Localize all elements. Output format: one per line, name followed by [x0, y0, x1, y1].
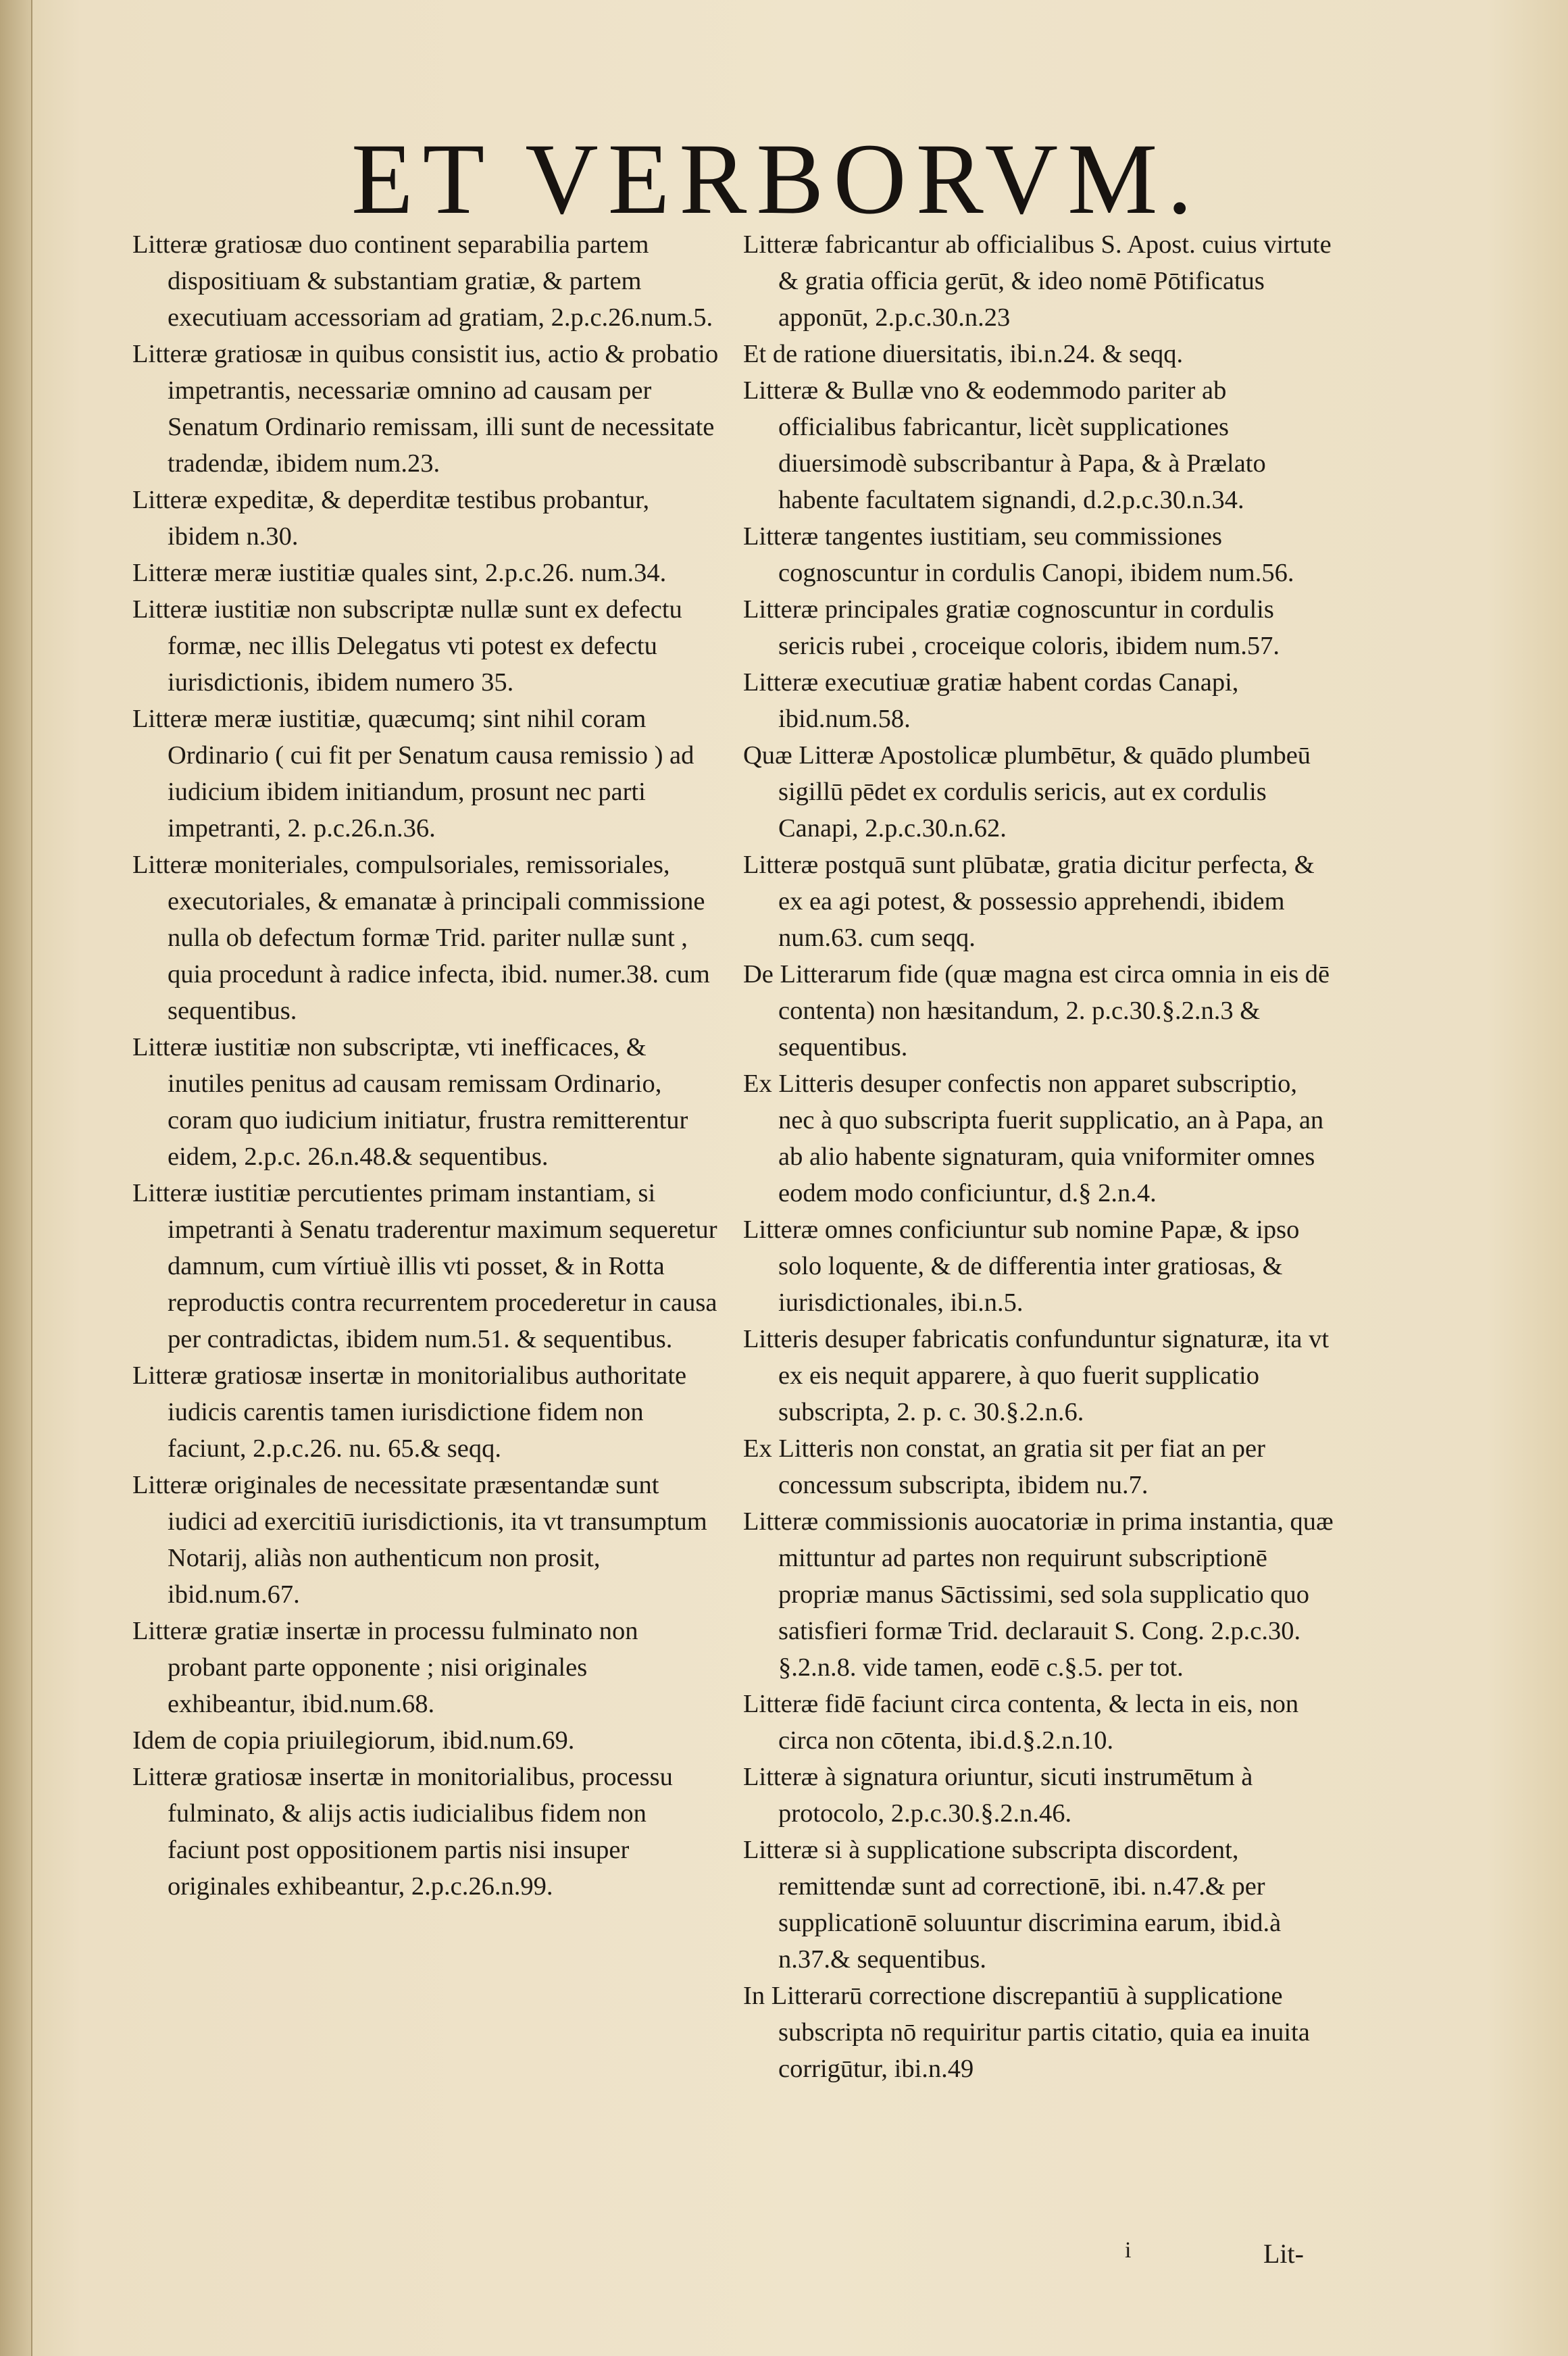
index-entry: Litteræ postquā sunt plūbatæ, gratia dicitur perfecta, & ex ea agi potest, & possessio apprehendi, ibidem num.63. cum seqq.	[743, 851, 1315, 952]
index-entry: Litteræ expeditæ, & deperditæ testibus probantur, ibidem n.30.	[132, 486, 650, 551]
index-entry: Litteræ & Bullæ vno & eodemmodo pariter ab officialibus fabricantur, licèt supplicationes diuersimodè subscribantur à Papa, & à Prælato habente facultatem signandi, d.2.p.c.30.n.34.	[743, 376, 1266, 514]
index-column-right	[743, 226, 1338, 2087]
index-entry: Litteris desuper fabricatis confunduntur signaturæ, ita vt ex eis nequit apparere, à quo fuerit supplicatio subscripta, 2. p. c. 30.§.2.n.6.	[743, 1325, 1330, 1426]
index-entry: Litteræ meræ iustitiæ, quæcumq; sint nihil coram Ordinario ( cui fit per Senatum causa remissio ) ad iudicium ibidem initiandum, prosunt nec parti impetranti, 2. p.c.26.n.36.	[132, 705, 694, 843]
index-entry: Litteræ commissionis auocatoriæ in prima instantia, quæ mittuntur ad partes non requirunt subscriptionē propriæ manus Sāctissimi, sed sola supplicatio quo satisfieri formæ Trid. declarauit S. Cong. 2.p.c.30. §.2.n.8. vide tamen, eodē c.§.5. per tot.	[743, 1507, 1334, 1682]
index-entry: Litteræ iustitiæ percutientes primam instantiam, si impetranti à Senatu traderentur maximum sequeretur damnum, cum vírtiuè illis vti posset, & in Rotta reproductis contra recurrentem procederetur in causa per contradictas, ibidem num.51. & sequentibus.	[132, 1179, 717, 1353]
index-entry: Litteræ originales de necessitate præsentandæ sunt iudici ad exercitiū iurisdictionis, ita vt transumptum Notarij, aliàs non authenticum non prosit, ibid.num.67.	[132, 1471, 707, 1609]
index-entry: Litteræ gratiæ insertæ in processu fulminato non probant parte opponente ; nisi originales exhibeantur, ibid.num.68.	[132, 1617, 638, 1718]
index-entry: Litteræ gratiosæ insertæ in monitorialibus authoritate iudicis carentis tamen iurisdictione fidem non faciunt, 2.p.c.26. nu. 65.& seqq.	[132, 1361, 687, 1463]
index-column-left	[132, 226, 720, 1905]
index-entry: Litteræ gratiosæ duo continent separabilia partem dispositiuam & substantiam gratiæ, & partem executiuam accessoriam ad gratiam, 2.p.c.26.num.5.	[132, 230, 713, 332]
index-entry: De Litterarum fide (quæ magna est circa omnia in eis dē contenta) non hæsitandum, 2. p.c.30.§.2.n.3 & sequentibus.	[743, 960, 1330, 1061]
index-entry: Litteræ fidē faciunt circa contenta, & lecta in eis, non circa non cōtenta, ibi.d.§.2.n.10.	[743, 1690, 1299, 1755]
binding-gutter	[0, 0, 32, 2356]
index-entry: Litteræ principales gratiæ cognoscuntur in cordulis sericis rubei , croceique coloris, ibidem num.57.	[743, 595, 1280, 660]
index-entry: Litteræ fabricantur ab officialibus S. Apost. cuius virtute & gratia officia gerūt, & ideo nomē Pōtificatus apponūt, 2.p.c.30.n.23	[743, 230, 1332, 332]
index-entry: Litteræ à signatura oriuntur, sicuti instrumētum à protocolo, 2.p.c.30.§.2.n.46.	[743, 1763, 1253, 1828]
page-heading: ET VERBORVM.	[351, 123, 1202, 235]
index-entry: Litteræ executiuæ gratiæ habent cordas Canapi, ibid.num.58.	[743, 668, 1239, 733]
index-entry: Et de ratione diuersitatis, ibi.n.24. & seqq.	[743, 340, 1184, 368]
catchword: Lit-	[1263, 2238, 1304, 2269]
index-entry: Litteræ tangentes iustitiam, seu commissiones cognoscuntur in cordulis Canopi, ibidem num.56.	[743, 522, 1294, 587]
index-entry: Ex Litteris non constat, an gratia sit per fiat an per concessum subscripta, ibidem nu.7.	[743, 1434, 1265, 1499]
index-entry: Ex Litteris desuper confectis non apparet subscriptio, nec à quo subscripta fuerit supplicatio, an à Papa, an ab alio habente signaturam, quia vniformiter omnes eodem modo conficiuntur, d.§ 2.n.4.	[743, 1070, 1324, 1207]
index-entry: Litteræ iustitiæ non subscriptæ nullæ sunt ex defectu formæ, nec illis Delegatus vti potest ex defectu iurisdictionis, ibidem numero 35.	[132, 595, 682, 697]
index-entry: Idem de copia priuilegiorum, ibid.num.69.	[132, 1726, 575, 1755]
index-entry: Litteræ omnes conficiuntur sub nomine Papæ, & ipso solo loquente, & de differentia inter gratiosas, & iurisdictionales, ibi.n.5.	[743, 1215, 1300, 1317]
index-entry: Litteræ si à supplicatione subscripta discordent, remittendæ sunt ad correctionē, ibi. n.47.& per supplicationē soluuntur discrimina earum, ibid.à n.37.& sequentibus.	[743, 1836, 1282, 1974]
index-entry: Litteræ gratiosæ insertæ in monitorialibus, processu fulminato, & alijs actis iudicialibus fidem non faciunt post oppositionem partis nisi insuper originales exhibeantur, 2.p.c.26.n.99.	[132, 1763, 673, 1901]
index-entry: Quæ Litteræ Apostolicæ plumbētur, & quādo plumbeū sigillū pēdet ex cordulis sericis, aut ex cordulis Canapi, 2.p.c.30.n.62.	[743, 741, 1311, 843]
index-entry: In Litterarū correctione discrepantiū à supplicatione subscripta nō requiritur partis citatio, quia ea inuita corrigūtur, ibi.n.49	[743, 1982, 1310, 2083]
signature-mark: i	[1125, 2238, 1132, 2263]
index-entry: Litteræ moniteriales, compulsoriales, remissoriales, executoriales, & emanatæ à principali commissione nulla ob defectum formæ Trid. pariter nullæ sunt , quia procedunt à radice infecta, ibid. numer.38. cum sequentibus.	[132, 851, 710, 1025]
index-entry: Litteræ meræ iustitiæ quales sint, 2.p.c.26. num.34.	[132, 559, 667, 587]
index-entry: Litteræ gratiosæ in quibus consistit ius, actio & probatio impetrantis, necessariæ omnino ad causam per Senatum Ordinario remissam, illi sunt de necessitate tradendæ, ibidem num.23.	[132, 340, 719, 478]
index-entry: Litteræ iustitiæ non subscriptæ, vti inefficaces, & inutiles penitus ad causam remissam Ordinario, coram quo iudicium initiatur, frustra remitterentur eidem, 2.p.c. 26.n.48.& sequentibus.	[132, 1033, 688, 1171]
